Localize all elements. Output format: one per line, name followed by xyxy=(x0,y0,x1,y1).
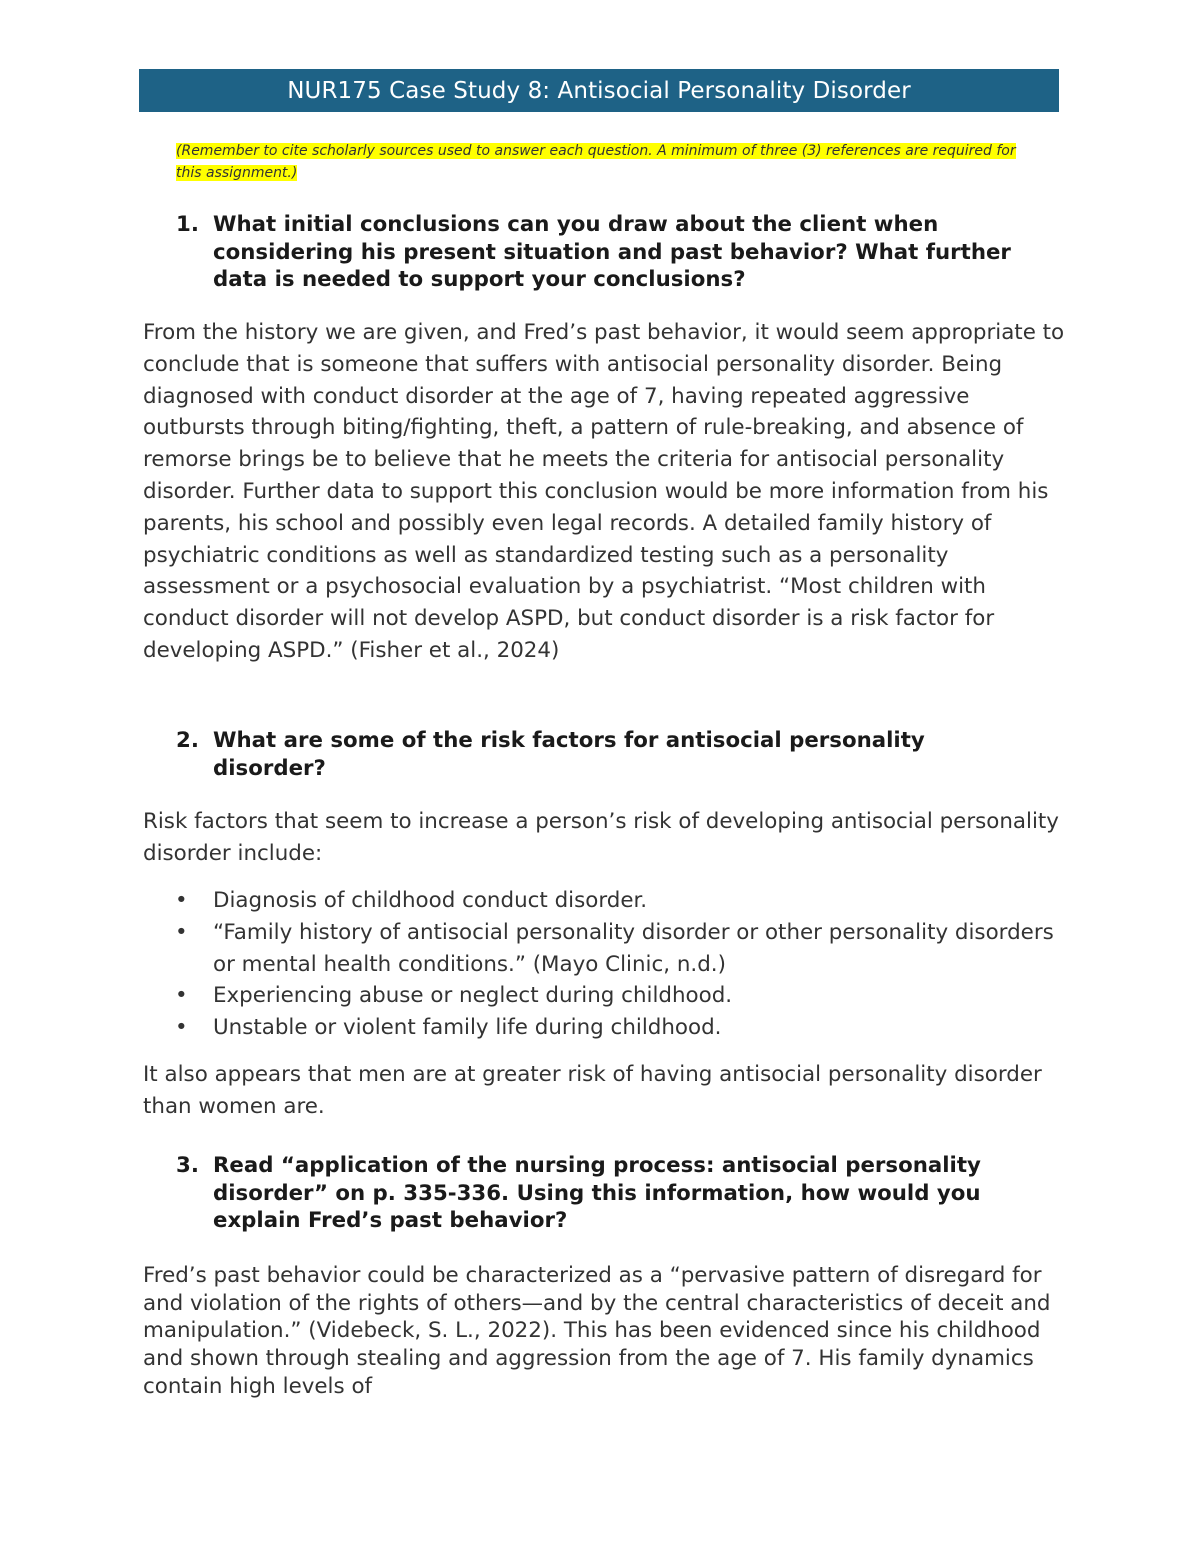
question-number: 3. xyxy=(176,1153,199,1178)
risk-factor-list xyxy=(143,885,1068,1044)
list-item xyxy=(143,885,1068,917)
title-banner xyxy=(139,69,1059,112)
question-text: What initial conclusions can you draw about the client when considering his present situation and past behavior? What further data is needed to support your conclusions? xyxy=(213,212,1011,292)
bullet-icon: • xyxy=(175,983,188,1009)
answer-2-outro: It also appears that men are at greater risk of having antisocial personality disorder than women are. xyxy=(143,1062,1042,1119)
bullet-icon: • xyxy=(175,1015,188,1041)
answer-2-intro: Risk factors that seem to increase a person’s risk of developing antisocial personality disorder include: xyxy=(143,809,1059,866)
question-2 xyxy=(176,727,1036,782)
highlighted-note-text: (Remember to cite scholarly sources used to answer each question. A minimum of three (3) references are required for this assignment.) xyxy=(176,143,1016,181)
question-3 xyxy=(176,1152,1036,1235)
list-item-text: Diagnosis of childhood conduct disorder. xyxy=(213,888,648,913)
citation-note xyxy=(176,140,1036,184)
list-item-text: “Family history of antisocial personality disorder or other personality disorders or mental health conditions.” (Mayo Clinic, n.d.) xyxy=(213,919,1054,977)
list-item xyxy=(143,917,1068,981)
list-item-text: Unstable or violent family life during childhood. xyxy=(213,1015,722,1041)
answer-1: From the history we are given, and Fred’s past behavior, it would seem appropriate to conclude that is someone that suffers with antisocial personality disorder. Being diagnosed with conduct disorder at the age of 7, having repeated aggressive outbursts through biting/fighting, theft, a pattern of rule-breaking, and absence of remorse brings be to believe that he meets the criteria for antisocial personality disorder. Further data to support this conclusion would be more information from his parents, his school and possibly even legal records. A detailed family history of psychiatric conditions as well as standardized testing such as a personality assessment or a psychosocial evaluation by a psychiatrist. “Most children with conduct disorder will not develop ASPD, but conduct disorder is a risk factor for developing ASPD.” (Fisher et al., 2024) xyxy=(143,320,1065,663)
list-item xyxy=(143,1012,1068,1044)
question-1 xyxy=(176,211,1036,294)
question-text: What are some of the risk factors for antisocial personality disorder? xyxy=(213,728,925,781)
answer-3: Fred’s past behavior could be characterized as a “pervasive pattern of disregard for and violation of the rights of others—and by the central characteristics of deceit and manipulation.” (Videbeck, S. L., 2022). This has been evidenced since his childhood and shown through stealing and aggression from the age of 7. His family dynamics contain high levels of xyxy=(143,1263,1051,1399)
list-item xyxy=(143,980,1068,1012)
question-text: Read “application of the nursing process: antisocial personality disorder” on p. 335-336. Using this information, how would you explain Fred’s past behavior? xyxy=(213,1153,981,1233)
bullet-icon: • xyxy=(175,919,188,945)
question-number: 1. xyxy=(176,212,199,237)
document-title: NUR175 Case Study 8: Antisocial Personality Disorder xyxy=(287,77,911,104)
question-number: 2. xyxy=(176,728,199,753)
list-item-text: Experiencing abuse or neglect during childhood. xyxy=(213,983,733,1009)
bullet-icon: • xyxy=(175,888,188,913)
